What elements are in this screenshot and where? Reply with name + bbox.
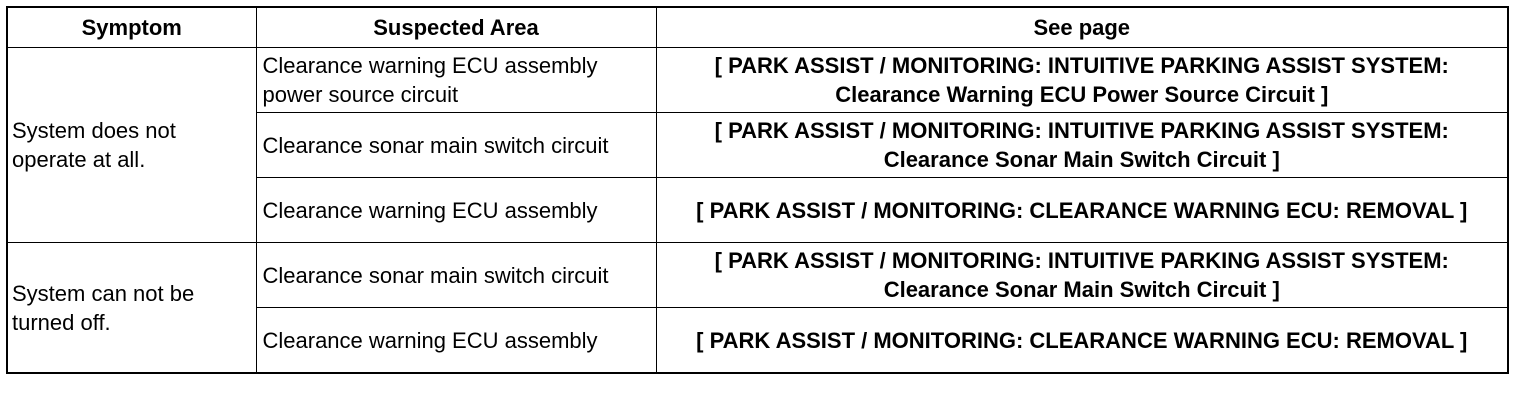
suspected-area-cell: Clearance warning ECU assembly	[256, 308, 656, 374]
suspected-area-cell: Clearance sonar main switch circuit	[256, 113, 656, 178]
see-page-link[interactable]: [ PARK ASSIST / MONITORING: INTUITIVE PARKING ASSIST SYSTEM: Clearance Sonar Main Switch Circuit ]	[656, 243, 1508, 308]
header-row	[7, 7, 1508, 48]
header-suspected-area: Suspected Area	[256, 7, 656, 48]
see-page-link[interactable]: [ PARK ASSIST / MONITORING: INTUITIVE PARKING ASSIST SYSTEM: Clearance Sonar Main Switch Circuit ]	[656, 113, 1508, 178]
table-row	[7, 48, 1508, 113]
see-page-link[interactable]: [ PARK ASSIST / MONITORING: CLEARANCE WARNING ECU: REMOVAL ]	[656, 178, 1508, 243]
symptom-table	[6, 6, 1509, 374]
header-symptom: Symptom	[7, 7, 256, 48]
header-see-page: See page	[656, 7, 1508, 48]
suspected-area-cell: Clearance warning ECU assembly power source circuit	[256, 48, 656, 113]
symptom-cell: System does not operate at all.	[7, 48, 256, 243]
see-page-link[interactable]: [ PARK ASSIST / MONITORING: INTUITIVE PARKING ASSIST SYSTEM: Clearance Warning ECU Power Source Circuit ]	[656, 48, 1508, 113]
troubleshooting-table-wrapper	[6, 6, 1509, 374]
see-page-link[interactable]: [ PARK ASSIST / MONITORING: CLEARANCE WARNING ECU: REMOVAL ]	[656, 308, 1508, 374]
symptom-cell: System can not be turned off.	[7, 243, 256, 374]
suspected-area-cell: Clearance sonar main switch circuit	[256, 243, 656, 308]
suspected-area-cell: Clearance warning ECU assembly	[256, 178, 656, 243]
table-row	[7, 243, 1508, 308]
